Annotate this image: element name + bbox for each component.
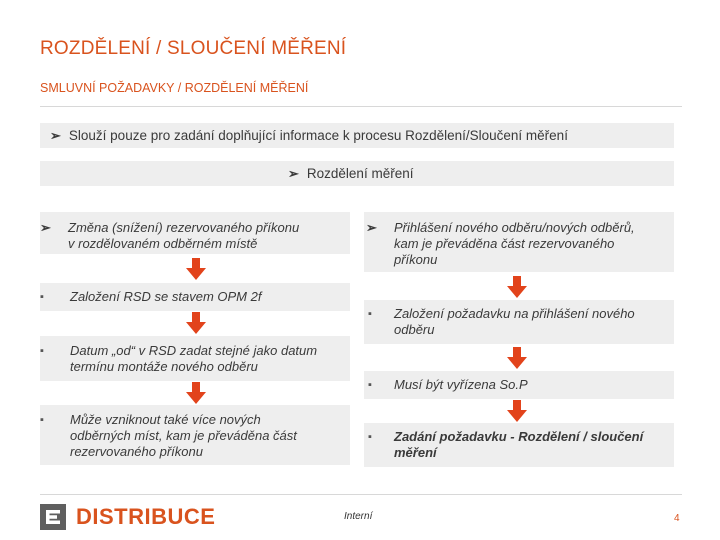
down-arrow-icon	[507, 276, 527, 298]
right-step1-line1: Založení požadavku na přihlášení nového	[394, 306, 635, 321]
left-heading-line1: Změna (snížení) rezervovaného příkonu	[68, 220, 300, 235]
left-step2-text	[70, 343, 317, 375]
left-step2-line2: termínu montáže nového odběru	[70, 359, 258, 374]
right-heading	[364, 220, 674, 272]
arrowhead-icon: ➢	[50, 128, 61, 143]
section-band-text: Rozdělení měření	[306, 166, 414, 181]
header-divider	[40, 106, 682, 107]
arrowhead-icon: ➢	[40, 220, 51, 235]
right-heading-text	[394, 220, 635, 268]
right-step3-text	[394, 429, 643, 461]
bullet-icon: ▪	[40, 291, 44, 303]
right-heading-line1: Přihlášení nového odběru/nových odběrů,	[394, 220, 635, 235]
left-heading-text	[68, 220, 299, 252]
info-band	[40, 123, 674, 148]
left-step3-line1: Může vzniknout také více nových	[70, 412, 261, 427]
down-arrow-icon	[186, 312, 206, 334]
left-step3-line3: rezervovaného příkonu	[70, 444, 203, 459]
left-step3	[40, 412, 350, 464]
right-step1-line2: odběru	[394, 322, 435, 337]
right-step2-text: Musí být vyřízena So.P	[394, 377, 528, 392]
info-band-line	[50, 128, 568, 144]
section-band	[40, 161, 674, 186]
page-number: 4	[674, 513, 680, 524]
brand-logo	[40, 503, 215, 531]
left-step1-text: Založení RSD se stavem OPM 2f	[70, 289, 262, 304]
right-step2	[364, 377, 674, 397]
brand-wordmark: DISTRIBUCE	[76, 504, 216, 529]
page-subtitle: SMLUVNÍ POŽADAVKY / ROZDĚLENÍ MĚŘENÍ	[40, 81, 309, 95]
right-step3-line2: měření	[394, 445, 437, 460]
cez-logo-icon	[40, 504, 66, 530]
left-step3-line2: odběrných míst, kam je převáděna část	[70, 428, 297, 443]
classification-label: Interní	[344, 511, 373, 522]
right-step3-line1: Zadání požadavku - Rozdělení / sloučení	[394, 429, 644, 444]
right-step3	[364, 429, 674, 465]
bullet-icon: ▪	[368, 379, 372, 391]
arrowhead-icon: ➢	[366, 220, 377, 235]
left-heading-line2: v rozdělovaném odběrném místě	[68, 236, 258, 251]
bullet-icon: ▪	[40, 414, 44, 426]
left-step2	[40, 343, 350, 379]
bullet-icon: ▪	[368, 431, 372, 443]
left-step1	[40, 289, 350, 309]
left-step3-text	[70, 412, 297, 460]
section-band-line	[288, 166, 413, 182]
right-step1-text	[394, 306, 635, 338]
down-arrow-icon	[186, 258, 206, 280]
page-title: ROZDĚLENÍ / SLOUČENÍ MĚŘENÍ	[40, 38, 347, 59]
bullet-icon: ▪	[40, 345, 44, 357]
info-band-text: Slouží pouze pro zadání doplňující informace k procesu Rozdělení/Sloučení měření	[68, 128, 568, 143]
footer-divider	[40, 494, 682, 495]
arrowhead-icon: ➢	[288, 166, 299, 181]
down-arrow-icon	[507, 347, 527, 369]
down-arrow-icon	[507, 400, 527, 422]
down-arrow-icon	[186, 382, 206, 404]
left-step2-line1: Datum „od“ v RSD zadat stejné jako datum	[70, 343, 318, 358]
right-step1	[364, 306, 674, 342]
right-heading-line3: příkonu	[394, 252, 438, 267]
bullet-icon: ▪	[368, 308, 372, 320]
left-heading	[40, 220, 350, 260]
right-heading-line2: kam je převáděna část rezervovaného	[394, 236, 615, 251]
